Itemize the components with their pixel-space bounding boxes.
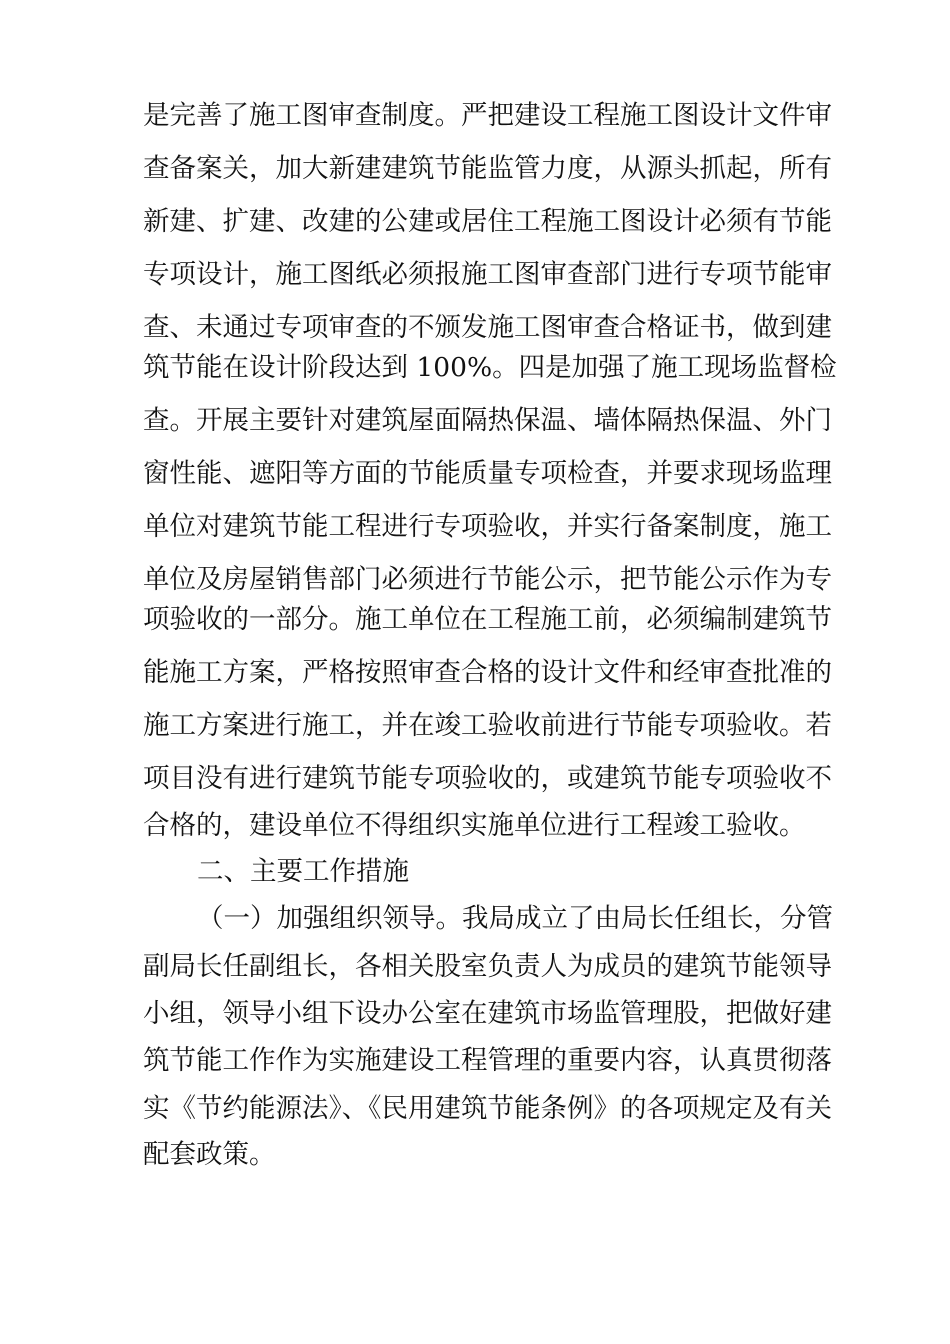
text-line: 小组，领导小组下设办公室在建筑市场监管理股，把做好建 [143,998,832,1029]
text-line: 配套政策。 [143,1139,276,1170]
text-line: 查备案关，加大新建建筑节能监管力度，从源头抓起，所有 [143,153,832,184]
text-line: 单位及房屋销售部门必须进行节能公示，把节能公示作为专 [143,564,832,595]
text-line: （一）加强组织领导。我局成立了由局长任组长，分管 [197,903,833,934]
text-line: 是完善了施工图审查制度。严把建设工程施工图设计文件审 [143,100,832,131]
text-line: 实《节约能源法》、《民用建筑节能条例》的各项规定及有关 [143,1093,832,1124]
text-line: 筑节能工作作为实施建设工程管理的重要内容，认真贯彻落 [143,1045,832,1076]
text-line: 施工方案进行施工，并在竣工验收前进行节能专项验收。若 [143,710,832,741]
text-line: 合格的，建设单位不得组织实施单位进行工程竣工验收。 [143,810,806,841]
text-line: 筑节能在设计阶段达到 100%。四是加强了施工现场监督检 [143,352,837,383]
text-line: 窗性能、遮阳等方面的节能质量专项检查，并要求现场监理 [143,458,832,489]
text-line: 副局长任副组长，各相关股室负责人为成员的建筑节能领导 [143,951,832,982]
section-heading: 二、主要工作措施 [197,856,409,887]
text-line: 能施工方案，严格按照审查合格的设计文件和经审查批准的 [143,657,832,688]
text-line: 专项设计，施工图纸必须报施工图审查部门进行专项节能审 [143,259,832,290]
text-line: 查。开展主要针对建筑屋面隔热保温、墙体隔热保温、外门 [143,405,832,436]
text-line: 项目没有进行建筑节能专项验收的，或建筑节能专项验收不 [143,763,832,794]
text-line: 查、未通过专项审查的不颁发施工图审查合格证书，做到建 [143,312,832,343]
text-line: 项验收的一部分。施工单位在工程施工前，必须编制建筑节 [143,604,832,635]
text-line: 单位对建筑节能工程进行专项验收，并实行备案制度，施工 [143,511,832,542]
text-line: 新建、扩建、改建的公建或居住工程施工图设计必须有节能 [143,206,832,237]
